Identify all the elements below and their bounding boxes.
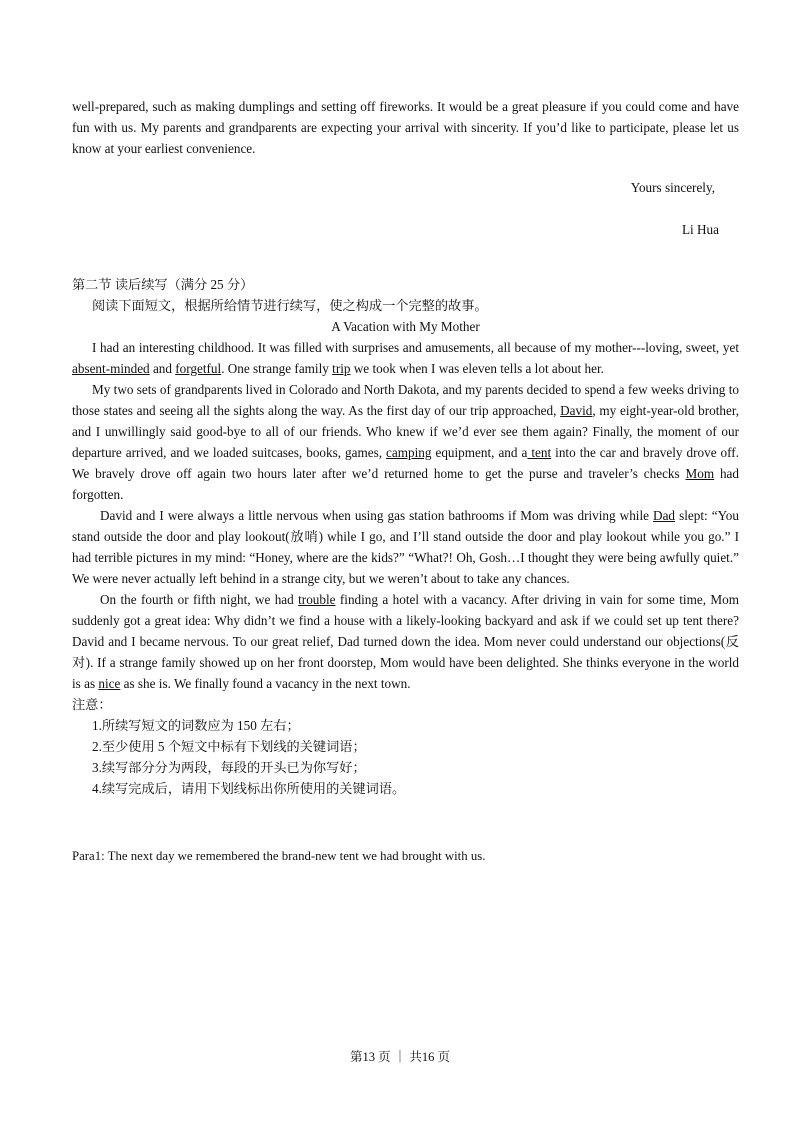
letter-closing: Yours sincerely, — [630, 180, 715, 195]
keyword: forgetful — [175, 361, 222, 376]
letter-signature: Li Hua — [682, 222, 719, 237]
keyword: David — [560, 403, 593, 418]
note-item: 1.所续写短文的词数应为 150 左右； — [92, 718, 300, 733]
story-paragraph-2: My two sets of grandparents lived in Colorado and North Dakota, and my parents decided to spend a few weeks driving to those states and seeing all the sights along the way. As the first day of our trip approached, David, my eight-year-old brother, and I unwillingly said good-bye to all of our friends. Who knew if we’d ever see them again? Finally, the moment of our departure arrived, and we loaded suitcases, books, games, camping equipment, and a tent into the car and bravely drove off. We bravely drove off again two hours later after we’d returned home to get the purse and traveler’s checks Mom had forgotten. — [72, 382, 739, 502]
section-instruction: 阅读下面短文，根据所给情节进行续写，使之构成一个完整的故事。 — [92, 298, 488, 313]
keyword: trip — [332, 361, 351, 376]
note-item: 3.续写部分分为两段，每段的开头已为你写好； — [92, 760, 366, 775]
keyword: Dad — [653, 508, 676, 523]
keyword: trouble — [298, 592, 336, 607]
keyword: Mom — [685, 466, 715, 481]
story-paragraph-3: David and I were always a little nervous when using gas station bathrooms if Mom was driving while Dad slept: “You stand outside the door and play lookout(放哨) while I go, and I’ll stand outside the door and play lookout while you go.” I had terrible pictures in my mind: “Honey, where are the kids?” “What?! Oh, Gosh…I thought they were being awfully quiet.” We were never actually left behind in a strange city, but we weren’t about to take any chances. — [72, 508, 739, 586]
story-paragraph-4: On the fourth or fifth night, we had trouble finding a hotel with a vacancy. After driving in vain for some time, Mom suddenly got a great idea: Why didn’t we find a house with a likely-looking backyard and ask if we could set up tent there? David and I became nervous. To our great relief, Dad turned down the idea. Mom never could understand our objections(反对). If a strange family showed up on her front doorstep, Mom would have been delighted. She thinks everyone in the world is as nice as she is. We finally found a vacancy in the next town. — [72, 592, 739, 691]
letter-paragraph: well-prepared, such as making dumplings and setting off fireworks. It would be a great pleasure if you could come and have fun with us. My parents and grandparents are expecting your arrival with sincerity. If you’d like to participate, please let us know at your earliest convenience. — [72, 99, 739, 156]
section-heading: 第二节 读后续写（满分 25 分） — [72, 277, 254, 292]
para1-prompt: Para1: The next day we remembered the brand-new tent we had brought with us. — [72, 849, 486, 863]
story-title: A Vacation with My Mother — [331, 319, 480, 334]
page-content — [72, 96, 739, 867]
note-item: 2.至少使用 5 个短文中标有下划线的关键词语； — [92, 739, 366, 754]
keyword: camping — [386, 445, 432, 460]
keyword: tent — [527, 445, 552, 460]
keyword: nice — [98, 676, 121, 691]
story-paragraph-1: I had an interesting childhood. It was filled with surprises and amusements, all because of my mother---loving, sweet, yet absent-minded and forgetful. One strange family trip we took when I was eleven tells a lot about her. — [72, 340, 739, 376]
keyword: absent-minded — [72, 361, 150, 376]
note-item: 4.续写完成后，请用下划线标出你所使用的关键词语。 — [92, 781, 406, 796]
notes-title: 注意： — [72, 697, 112, 712]
page-footer: 第13 页 ｜ 共16 页 — [349, 1050, 450, 1064]
